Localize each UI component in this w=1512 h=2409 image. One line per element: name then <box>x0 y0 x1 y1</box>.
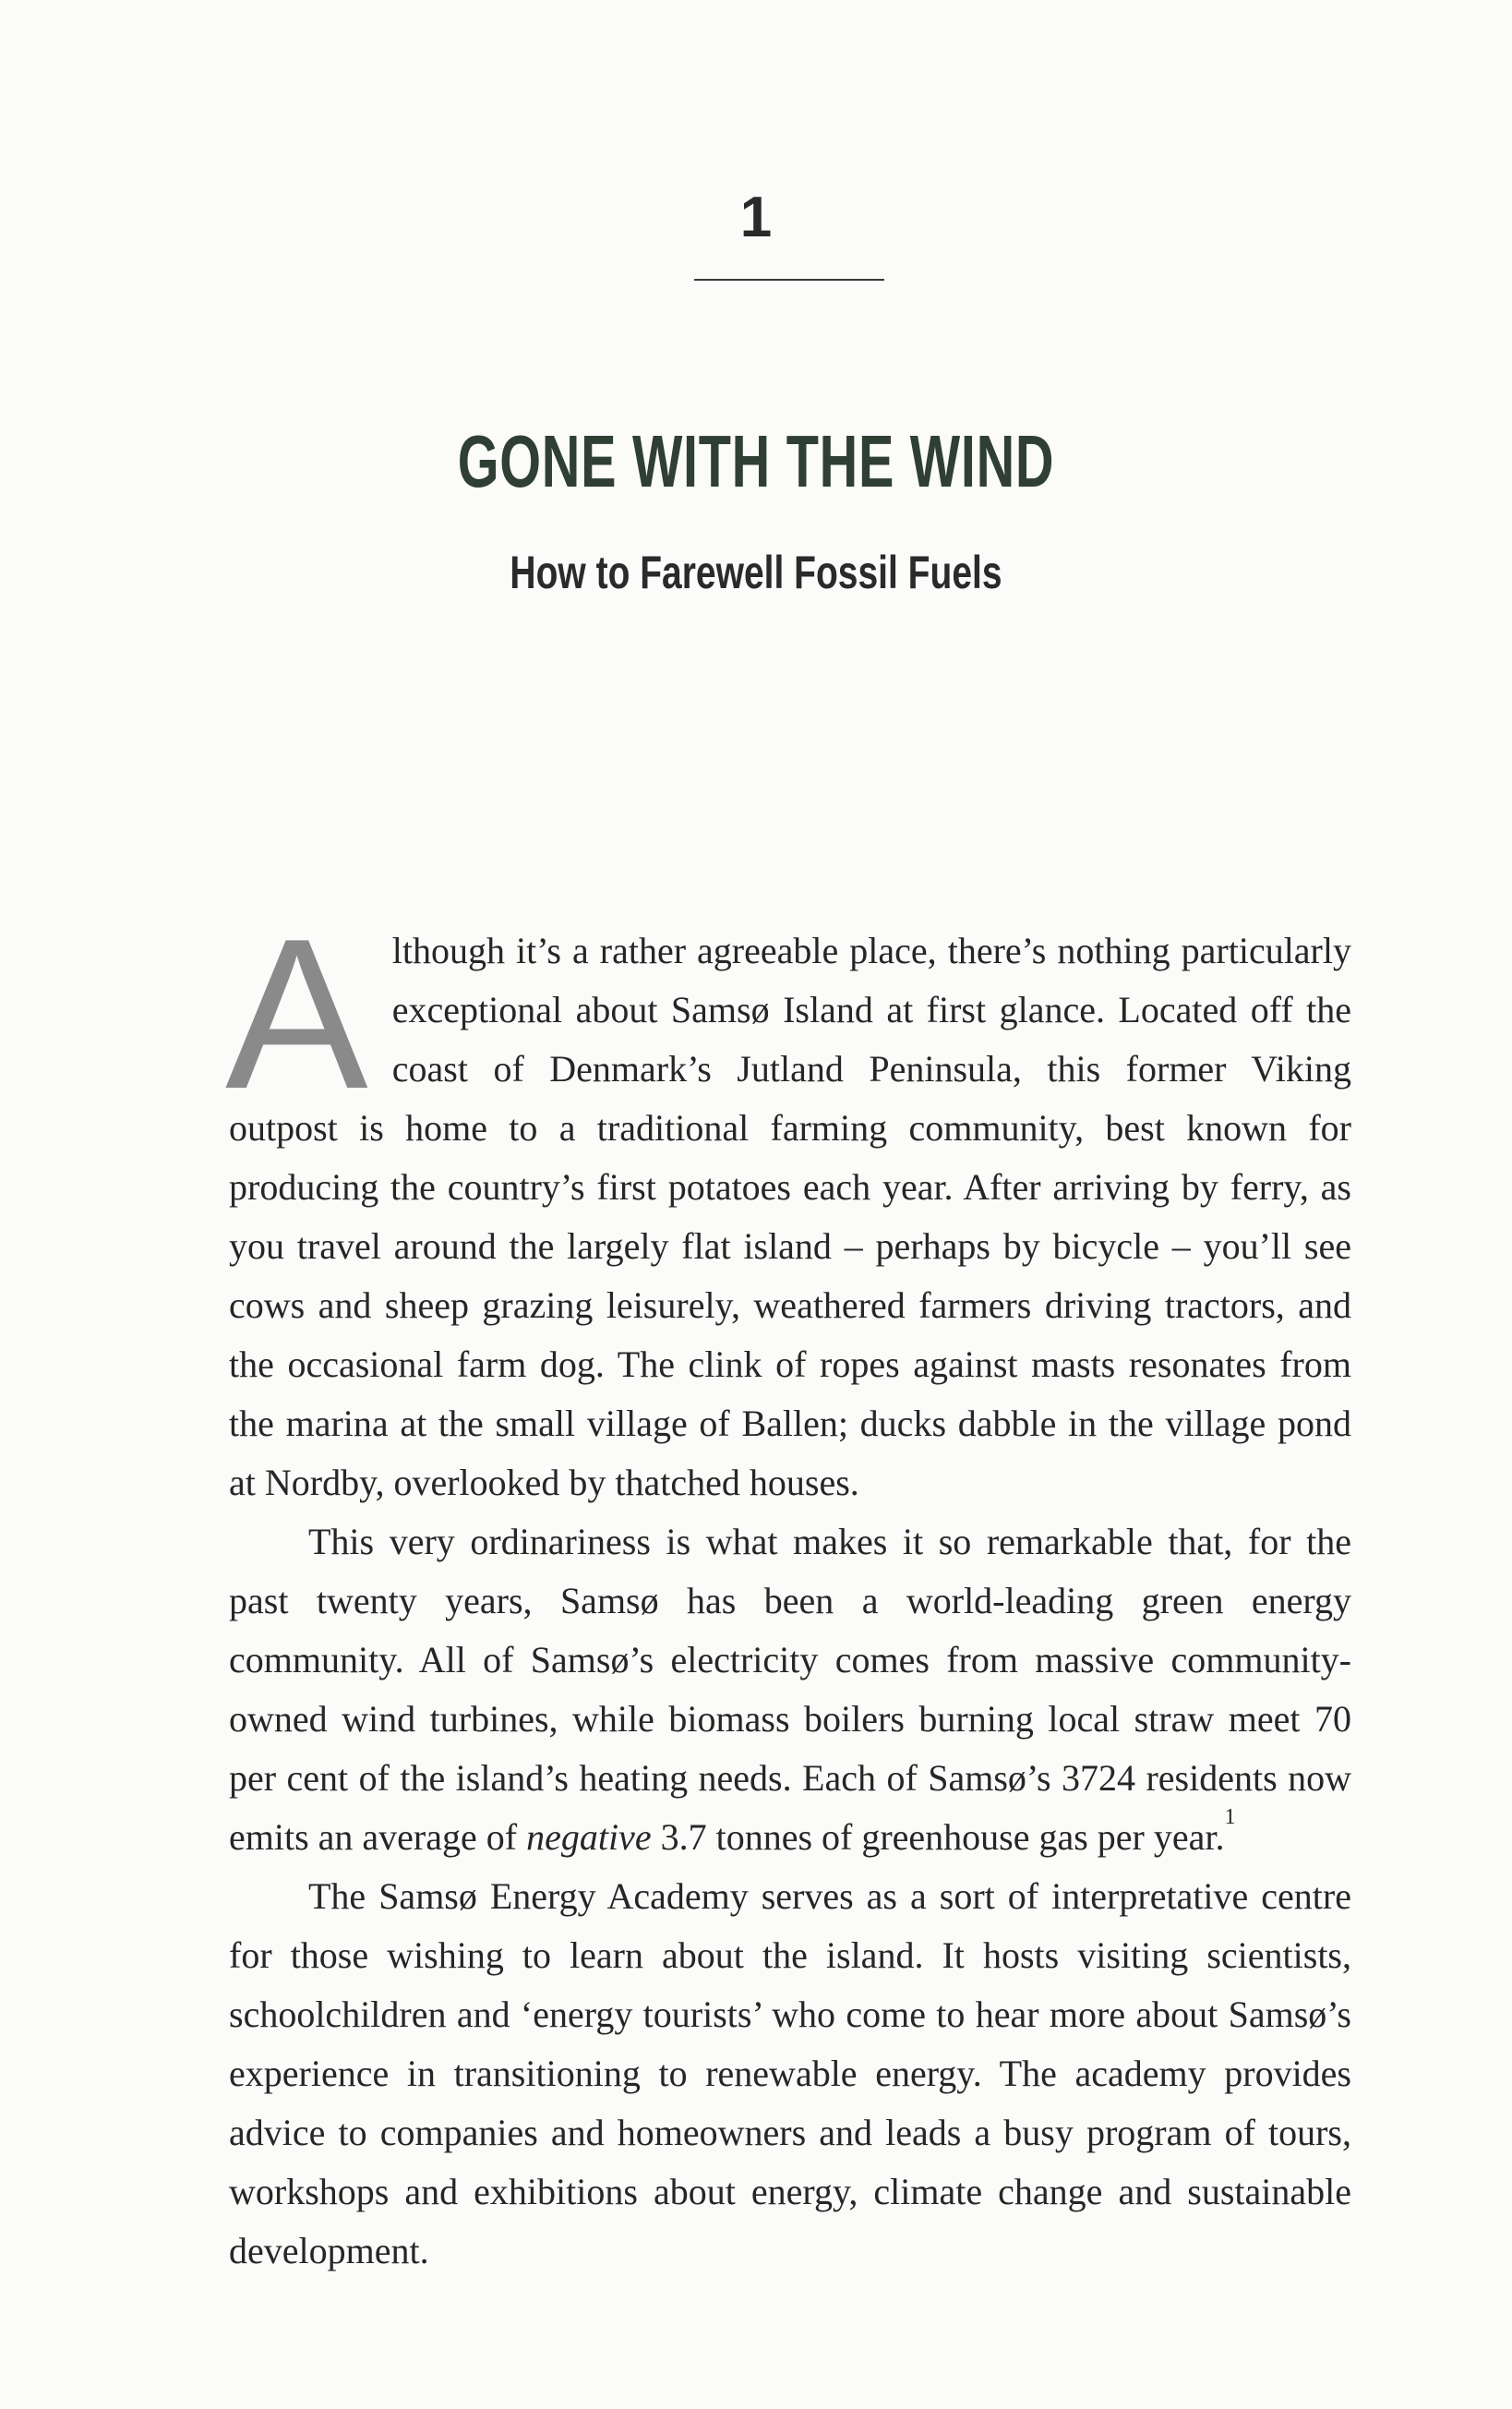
paragraph-2 <box>229 1512 1351 1867</box>
chapter-rule <box>694 279 884 281</box>
paragraph-1-text: lthough it’s a rather agreeable place, there’s nothing particularly exceptional about Samsø Island at first glance. Located off the coast of Denmark’s Jutland Peninsula, this former Viking outpost is home to a traditional farming community, best known for producing the country’s first potatoes each year. After arriving by ferry, as you travel around the largely flat island – perhaps by bicycle – you’ll see cows and sheep grazing leisurely, weathered farmers driving tractors, and the occasional farm dog. The clink of ropes against masts resonates from the marina at the small village of Ballen; ducks dabble in the village pond at Nordby, overlooked by thatched houses. <box>229 930 1351 1503</box>
paragraph-1 <box>225 895 1351 1512</box>
paragraph-3 <box>229 1867 1351 2281</box>
footnote-reference[interactable]: 1 <box>1224 1805 1236 1829</box>
chapter-number: 1 <box>739 186 773 249</box>
paragraph-3-text: The Samsø Energy Academy serves as a sort of interpretative centre for those wishing to learn about the island. It hosts visiting scientists, schoolchildren and ‘energy tourists’ who come to hear more about Samsø’s experience in transitioning to renewable energy. The academy provides advice to companies and homeowners and leads a busy program of tours, workshops and exhibitions about energy, climate change and sustainable development. <box>229 1875 1351 2271</box>
paragraph-2-text-a: This very ordinariness is what makes it so remarkable that, for the past twenty years, Samsø has been a world-leading green energy community. All of Samsø’s electricity comes from massive community-owned wind turbines, while biomass boilers burning local straw meet 70 per cent of the island’s heating needs. Each of Samsø’s 3724 residents now emits an average of <box>229 1521 1351 1858</box>
chapter-body <box>225 895 1351 2281</box>
paragraph-2-text-b: 3.7 tonnes of greenhouse gas per year. <box>651 1816 1225 1858</box>
paragraph-2-italic: negative <box>526 1816 652 1858</box>
drop-cap: A <box>225 895 368 1134</box>
chapter-subtitle: How to Farewell Fossil Fuels <box>510 547 1002 598</box>
chapter-title: GONE WITH THE WIND <box>457 420 1055 502</box>
